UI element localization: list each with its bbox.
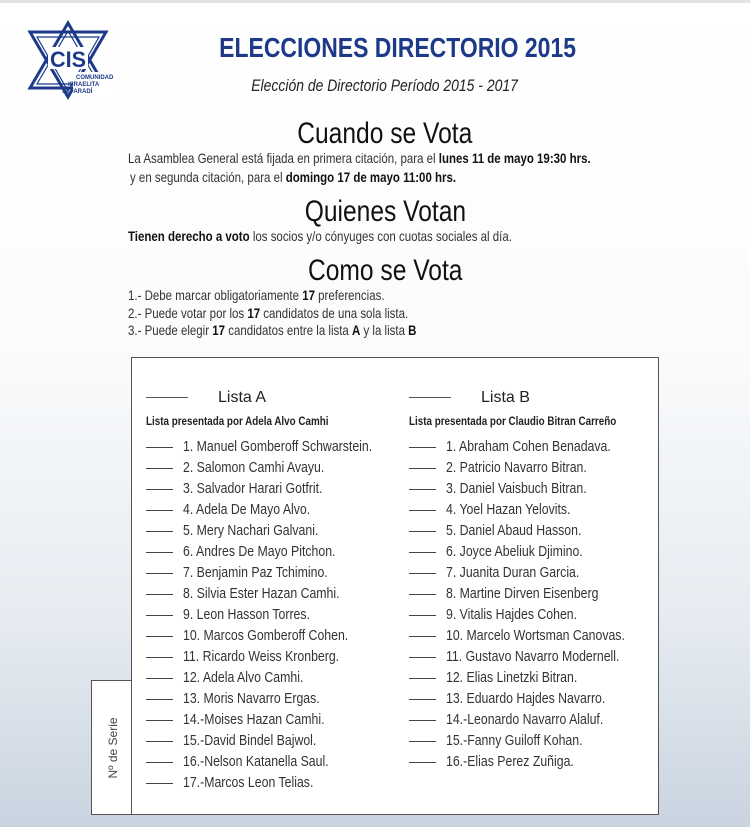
list-a-presented-by: Lista presentada por Adela Alvo Camhi bbox=[146, 414, 329, 428]
candidate-row[interactable] bbox=[146, 730, 414, 751]
mark-line[interactable] bbox=[146, 699, 173, 700]
mark-line[interactable] bbox=[146, 636, 173, 637]
mark-line[interactable] bbox=[146, 762, 173, 763]
candidate-row[interactable] bbox=[409, 520, 664, 541]
mark-line[interactable] bbox=[409, 552, 436, 553]
candidate-row[interactable] bbox=[146, 436, 414, 457]
candidate-row[interactable] bbox=[409, 625, 664, 646]
candidate-name: 14.-Leonardo Navarro Alaluf. bbox=[446, 711, 604, 728]
candidate-row[interactable] bbox=[409, 667, 664, 688]
candidate-name: 7. Juanita Duran Garcia. bbox=[446, 564, 580, 581]
candidate-name: 8. Silvia Ester Hazan Camhi. bbox=[183, 585, 340, 602]
candidate-row[interactable] bbox=[409, 751, 664, 772]
candidate-row[interactable] bbox=[146, 667, 414, 688]
candidate-row[interactable] bbox=[409, 604, 664, 625]
candidate-row[interactable] bbox=[146, 604, 414, 625]
mark-line[interactable] bbox=[409, 397, 451, 398]
mark-line[interactable] bbox=[146, 594, 173, 595]
list-a-title: Lista A bbox=[146, 389, 266, 407]
como-rule-2: 2.- Puede votar por los 17 candidatos de una sola lista. bbox=[128, 305, 409, 321]
candidate-name: 8. Martine Dirven Eisenberg bbox=[446, 585, 599, 602]
heading-quienes: Quienes Votan bbox=[304, 195, 466, 228]
mark-line[interactable] bbox=[146, 489, 173, 490]
candidate-row[interactable] bbox=[146, 583, 414, 604]
cuando-line-2: y en segunda citación, para el domingo 17 de mayo 11:00 hrs. bbox=[130, 169, 457, 185]
mark-line[interactable] bbox=[146, 783, 173, 784]
mark-line[interactable] bbox=[146, 397, 188, 398]
mark-line[interactable] bbox=[409, 489, 436, 490]
candidate-row[interactable] bbox=[146, 520, 414, 541]
candidate-name: 11. Gustavo Navarro Modernell. bbox=[446, 648, 620, 665]
mark-line[interactable] bbox=[146, 531, 173, 532]
candidate-name: 12. Elias Linetzki Bitran. bbox=[446, 669, 578, 686]
candidate-name: 3. Salvador Harari Gotfrit. bbox=[183, 480, 323, 497]
mark-line[interactable] bbox=[146, 573, 173, 574]
mark-line[interactable] bbox=[146, 741, 173, 742]
candidate-row[interactable] bbox=[409, 541, 664, 562]
candidate-name: 14.-Moises Hazan Camhi. bbox=[183, 711, 325, 728]
candidate-name: 4. Adela De Mayo Alvo. bbox=[183, 501, 311, 518]
candidate-name: 10. Marcelo Wortsman Canovas. bbox=[446, 627, 625, 644]
serial-number-tab bbox=[91, 680, 134, 815]
candidate-name: 16.-Elias Perez Zuñiga. bbox=[446, 753, 574, 770]
svg-text:ISRAELITA: ISRAELITA bbox=[68, 82, 100, 88]
mark-line[interactable] bbox=[409, 573, 436, 574]
como-rule-3: 3.- Puede elegir 17 candidatos entre la lista A y la lista B bbox=[128, 322, 417, 338]
mark-line[interactable] bbox=[146, 657, 173, 658]
quienes-line: Tienen derecho a voto los socios y/o cónyuges con cuotas sociales al día. bbox=[128, 228, 512, 244]
mark-line[interactable] bbox=[409, 531, 436, 532]
candidate-row[interactable] bbox=[409, 646, 664, 667]
list-b-candidates bbox=[409, 436, 664, 772]
candidate-name: 15.-David Bindel Bajwol. bbox=[183, 732, 317, 749]
mark-line[interactable] bbox=[146, 615, 173, 616]
mark-line[interactable] bbox=[409, 636, 436, 637]
mark-line[interactable] bbox=[409, 510, 436, 511]
candidate-name: 3. Daniel Vaisbuch Bitran. bbox=[446, 480, 587, 497]
mark-line[interactable] bbox=[409, 678, 436, 679]
candidate-row[interactable] bbox=[409, 457, 664, 478]
svg-text:COMUNIDAD: COMUNIDAD bbox=[76, 75, 114, 81]
heading-cuando: Cuando se Vota bbox=[297, 117, 473, 150]
candidate-row[interactable] bbox=[146, 478, 414, 499]
candidate-name: 9. Vitalis Hajdes Cohen. bbox=[446, 606, 578, 623]
serial-number-label: Nº de Serie bbox=[106, 716, 120, 779]
candidate-row[interactable] bbox=[146, 751, 414, 772]
candidate-name: 9. Leon Hasson Torres. bbox=[183, 606, 310, 623]
ballot bbox=[131, 357, 659, 815]
como-rule-1: 1.- Debe marcar obligatoriamente 17 preferencias. bbox=[128, 287, 385, 303]
candidate-row[interactable] bbox=[146, 709, 414, 730]
mark-line[interactable] bbox=[146, 552, 173, 553]
candidate-row[interactable] bbox=[146, 688, 414, 709]
mark-line[interactable] bbox=[146, 678, 173, 679]
mark-line[interactable] bbox=[409, 468, 436, 469]
cuando-line-1: La Asamblea General está fijada en primera citación, para el lunes 11 de mayo 19:30 hrs. bbox=[128, 150, 591, 166]
candidate-row[interactable] bbox=[409, 583, 664, 604]
candidate-name: 6. Joyce Abeliuk Djimino. bbox=[446, 543, 583, 560]
mark-line[interactable] bbox=[409, 762, 436, 763]
mark-line[interactable] bbox=[146, 468, 173, 469]
mark-line[interactable] bbox=[409, 741, 436, 742]
candidate-name: 17.-Marcos Leon Telias. bbox=[183, 774, 314, 791]
mark-line[interactable] bbox=[409, 447, 436, 448]
candidate-row[interactable] bbox=[146, 625, 414, 646]
candidate-name: 11. Ricardo Weiss Kronberg. bbox=[183, 648, 340, 665]
candidate-row[interactable] bbox=[146, 457, 414, 478]
candidate-name: 16.-Nelson Katanella Saul. bbox=[183, 753, 329, 770]
list-a-candidates bbox=[146, 436, 414, 793]
mark-line[interactable] bbox=[146, 720, 173, 721]
page-subtitle: Elección de Directorio Período 2015 - 2017 bbox=[251, 76, 519, 95]
candidate-row[interactable] bbox=[146, 646, 414, 667]
candidate-name: 13. Moris Navarro Ergas. bbox=[183, 690, 320, 707]
svg-text:CIS: CIS bbox=[50, 47, 86, 72]
top-border bbox=[0, 0, 750, 3]
candidate-name: 1. Abraham Cohen Benadava. bbox=[446, 438, 611, 455]
candidate-name: 2. Salomon Camhi Avayu. bbox=[183, 459, 325, 476]
candidate-row[interactable] bbox=[146, 562, 414, 583]
candidate-row[interactable] bbox=[409, 562, 664, 583]
candidate-row[interactable] bbox=[409, 709, 664, 730]
candidate-name: 5. Mery Nachari Galvani. bbox=[183, 522, 319, 539]
candidate-row[interactable] bbox=[409, 499, 664, 520]
candidate-name: 13. Eduardo Hajdes Navarro. bbox=[446, 690, 606, 707]
heading-como: Como se Vota bbox=[307, 254, 463, 287]
mark-line[interactable] bbox=[409, 594, 436, 595]
candidate-name: 10. Marcos Gomberoff Cohen. bbox=[183, 627, 349, 644]
candidate-row[interactable] bbox=[146, 772, 414, 793]
candidate-name: 4. Yoel Hazan Yelovits. bbox=[446, 501, 571, 518]
candidate-name: 6. Andres De Mayo Pitchon. bbox=[183, 543, 336, 560]
candidate-name: 5. Daniel Abaud Hasson. bbox=[446, 522, 582, 539]
svg-text:SEFARADÍ: SEFARADÍ bbox=[62, 89, 93, 95]
candidate-name: 12. Adela Alvo Camhi. bbox=[183, 669, 304, 686]
mark-line[interactable] bbox=[146, 510, 173, 511]
candidate-row[interactable] bbox=[146, 541, 414, 562]
candidate-row[interactable] bbox=[409, 436, 664, 457]
candidate-row[interactable] bbox=[409, 688, 664, 709]
mark-line[interactable] bbox=[146, 447, 173, 448]
candidate-row[interactable] bbox=[409, 478, 664, 499]
candidate-row[interactable] bbox=[146, 499, 414, 520]
candidate-name: 2. Patricio Navarro Bitran. bbox=[446, 459, 587, 476]
candidate-name: 15.-Fanny Guiloff Kohan. bbox=[446, 732, 583, 749]
list-b-presented-by: Lista presentada por Claudio Bitran Carreño bbox=[409, 414, 617, 428]
candidate-name: 7. Benjamin Paz Tchimino. bbox=[183, 564, 328, 581]
mark-line[interactable] bbox=[409, 720, 436, 721]
candidate-row[interactable] bbox=[409, 730, 664, 751]
list-b-title: Lista B bbox=[409, 389, 530, 407]
mark-line[interactable] bbox=[409, 615, 436, 616]
mark-line[interactable] bbox=[409, 699, 436, 700]
page-title: ELECCIONES DIRECTORIO 2015 bbox=[219, 32, 576, 63]
mark-line[interactable] bbox=[409, 657, 436, 658]
candidate-name: 1. Manuel Gomberoff Schwarstein. bbox=[183, 438, 373, 455]
